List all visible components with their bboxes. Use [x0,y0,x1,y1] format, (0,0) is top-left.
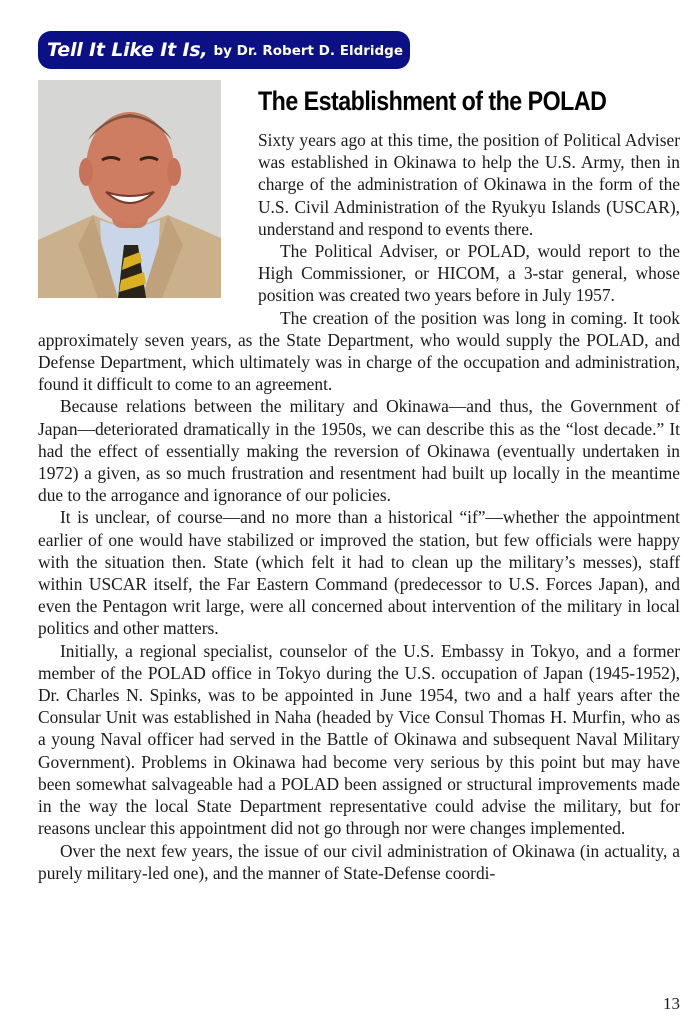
paragraph: The creation of the position was long in coming. It took approximately seven years, as the State Department, who would supply the POLAD, and Defense Department, which ultimately was in charge of the occupation and administration, found it difficult to come to an agreement. [38,307,680,395]
column-banner [38,31,410,69]
photo-spacer [38,129,258,327]
paragraph: Because relations between the military and Okinawa—and thus, the Government of Japan—deteriorated dramatically in the 1950s, we can describe this as the “lost decade.” It had the effect of essentially making the reversion of Okinawa (eventually undertaken in 1972) a given, as so much frustration and resentment had built up locally in the meantime due to the arrogance and ignorance of our policies. [38,396,680,506]
author-byline: by Dr. Robert D. Eldridge [213,43,404,59]
article-title: The Establishment of the POLAD [258,86,607,116]
paragraph: The Political Adviser, or POLAD, would report to the High Commissioner, or HICOM, a 3-star general, whose position was created two years before in July 1957. [258,241,680,306]
article-body [38,129,680,884]
page-number: 13 [663,994,680,1013]
paragraph: Over the next few years, the issue of our civil administration of Okinawa (in actuality, a purely military-led one), and the manner of State-Defense coordi- [38,840,680,883]
paragraph: It is unclear, of course—and no more than a historical “if”—whether the appointment earlier of one would have stabilized or improved the station, but few officials were happy with the situation then. State (which felt it had to clean up the military’s messes), staff within USCAR itself, the Far Eastern Command (predecessor to U.S. Forces Japan), and even the Pentagon writ large, were all concerned about intervention of the military in local politics and other matters. [38,507,680,639]
paragraph: Sixty years ago at this time, the position of Political Adviser was established in Okinawa to help the U.S. Army, then in charge of the administration of Okinawa in the form of the U.S. Civil Administration of the Ryukyu Islands (USCAR), understand and respond to events there. [258,130,680,239]
series-title: Tell It Like It Is, [47,39,208,61]
paragraph: Initially, a regional specialist, counselor of the U.S. Embassy in Tokyo, and a former member of the POLAD office in Tokyo during the U.S. occupation of Japan (1945-1952), Dr. Charles N. Spinks, was to be appointed in June 1954, two and a half years after the Consular Unit was established in Naha (headed by Vice Consul Thomas H. Murfin, who as a young Naval officer had served in the Battle of Okinawa and subsequent Naval Military Government). Problems in Okinawa had become very serious by this point but may have been somewhat salvageable had a POLAD been assigned or structural improvements made in the way the local State Department representative could advise the military, but for reasons unclear this appointment did not go through nor were changes implemented. [38,640,680,839]
